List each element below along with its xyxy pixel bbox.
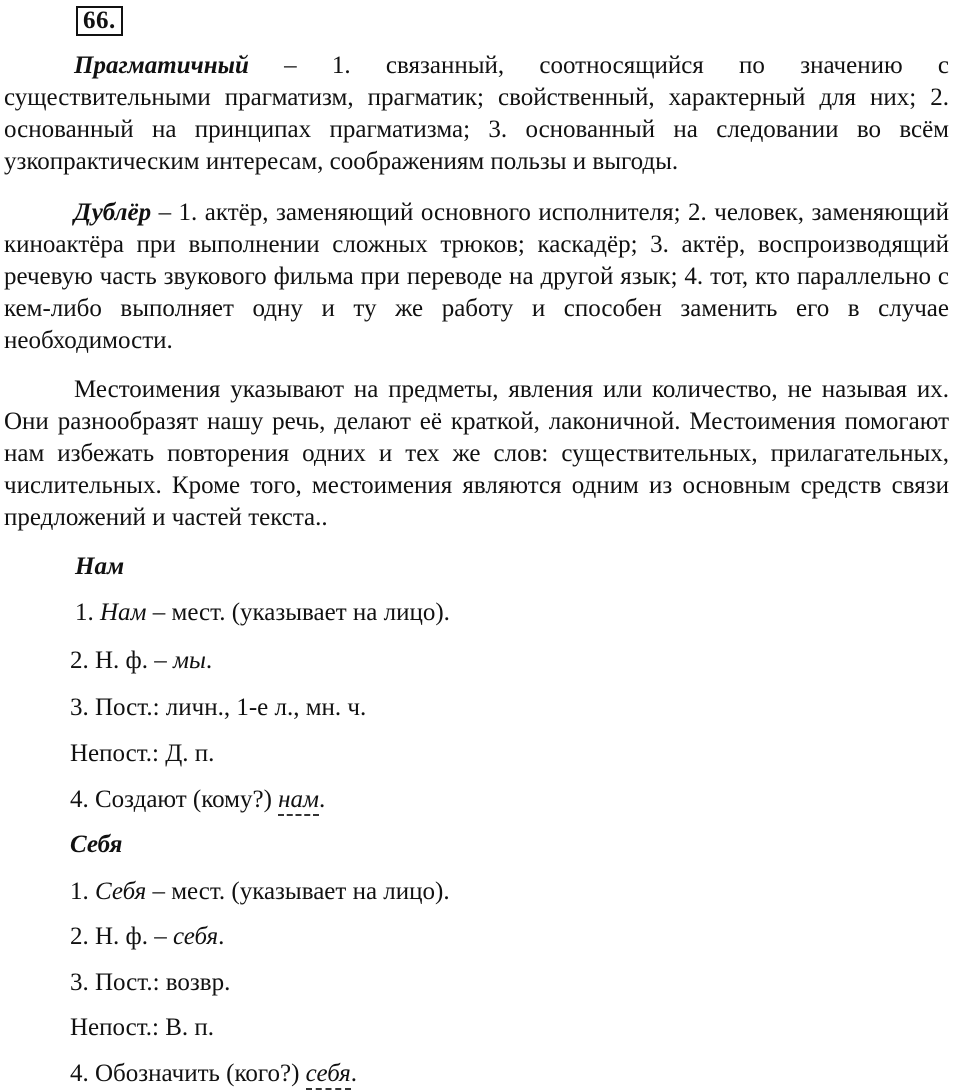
definition-term: Дублёр [74,199,152,226]
parse-number: 1. [75,599,100,626]
parse-text: . [350,1060,358,1087]
parse-line-2 [70,645,212,677]
parse-text: 2. Н. ф. – [70,647,174,674]
word-heading-nam: Нам [75,553,125,580]
parse-word: Себя [95,878,147,905]
parse-line-2 [70,921,224,953]
definition-paragraph-pragmatichny [4,50,949,178]
parse-text: 4. Обозначить (кого?) [70,1060,306,1087]
parse-text: . [319,786,326,813]
parse-line-3: 3. Пост.: возвр. [70,969,231,996]
parse-text: 2. Н. ф. – [70,923,174,950]
parse-word: мы [173,647,206,674]
parse-text: – мест. (указывает на лицо). [146,878,450,905]
parse-line-4: Непост.: Д. п. [70,740,215,767]
definition-term: Прагматичный [74,52,249,79]
pronoun-explanation-paragraph: Местоимения указывают на предметы, явления или количество, не называя их. Они разнообразят нашу речь, делают её краткой, лаконичной. Местоимения помогают нам избежать повторения одних и тех же слов: существительных, прилагательных, числительных. Кроме того, местоимения являются одним из основным средств связи предложений и частей текста.. [4,376,949,531]
parse-line-5 [70,1058,357,1090]
parse-line-5 [70,784,325,816]
parse-line-1 [75,597,450,629]
parse-word: себя [173,923,219,950]
parse-text: . [205,647,213,674]
parse-number: 1. [70,878,95,905]
word-heading-sebya: Себя [70,831,123,858]
dashed-underlined-word: себя [306,1060,351,1090]
parse-text: – мест. (указывает на лицо). [146,599,450,626]
parse-word: Нам [100,599,147,626]
parse-text: . [218,923,225,950]
parse-text: 4. Создают (кому?) [70,786,279,813]
dashed-underlined-word: нам [278,786,319,816]
parse-line-1 [70,876,450,908]
definition-paragraph-dubler [4,197,949,357]
parse-line-3: 3. Пост.: личн., 1-е л., мн. ч. [70,694,367,721]
parse-line-4: Непост.: В. п. [70,1014,215,1041]
definition-text: – 1. связанный, соотносящийся по значению с существительными прагматизм, прагматик; свойственный, характерный для них; 2. основанный на принципах прагматизма; 3. основанный на следовании во всём узкопрактическим интересам, соображениям пользы и выгоды. [4,52,949,175]
definition-text: – 1. актёр, заменяющий основного исполнителя; 2. человек, заменяющий киноактёра при выполнении сложных трюков; каскадёр; 3. актёр, воспроизводящий речевую часть звукового фильма при переводе на другой язык; 4. тот, кто параллельно с кем-либо выполняет одну и ту же работу и способен заменить его в случае необходимости. [4,199,949,354]
exercise-number-box: 66. [76,6,123,36]
